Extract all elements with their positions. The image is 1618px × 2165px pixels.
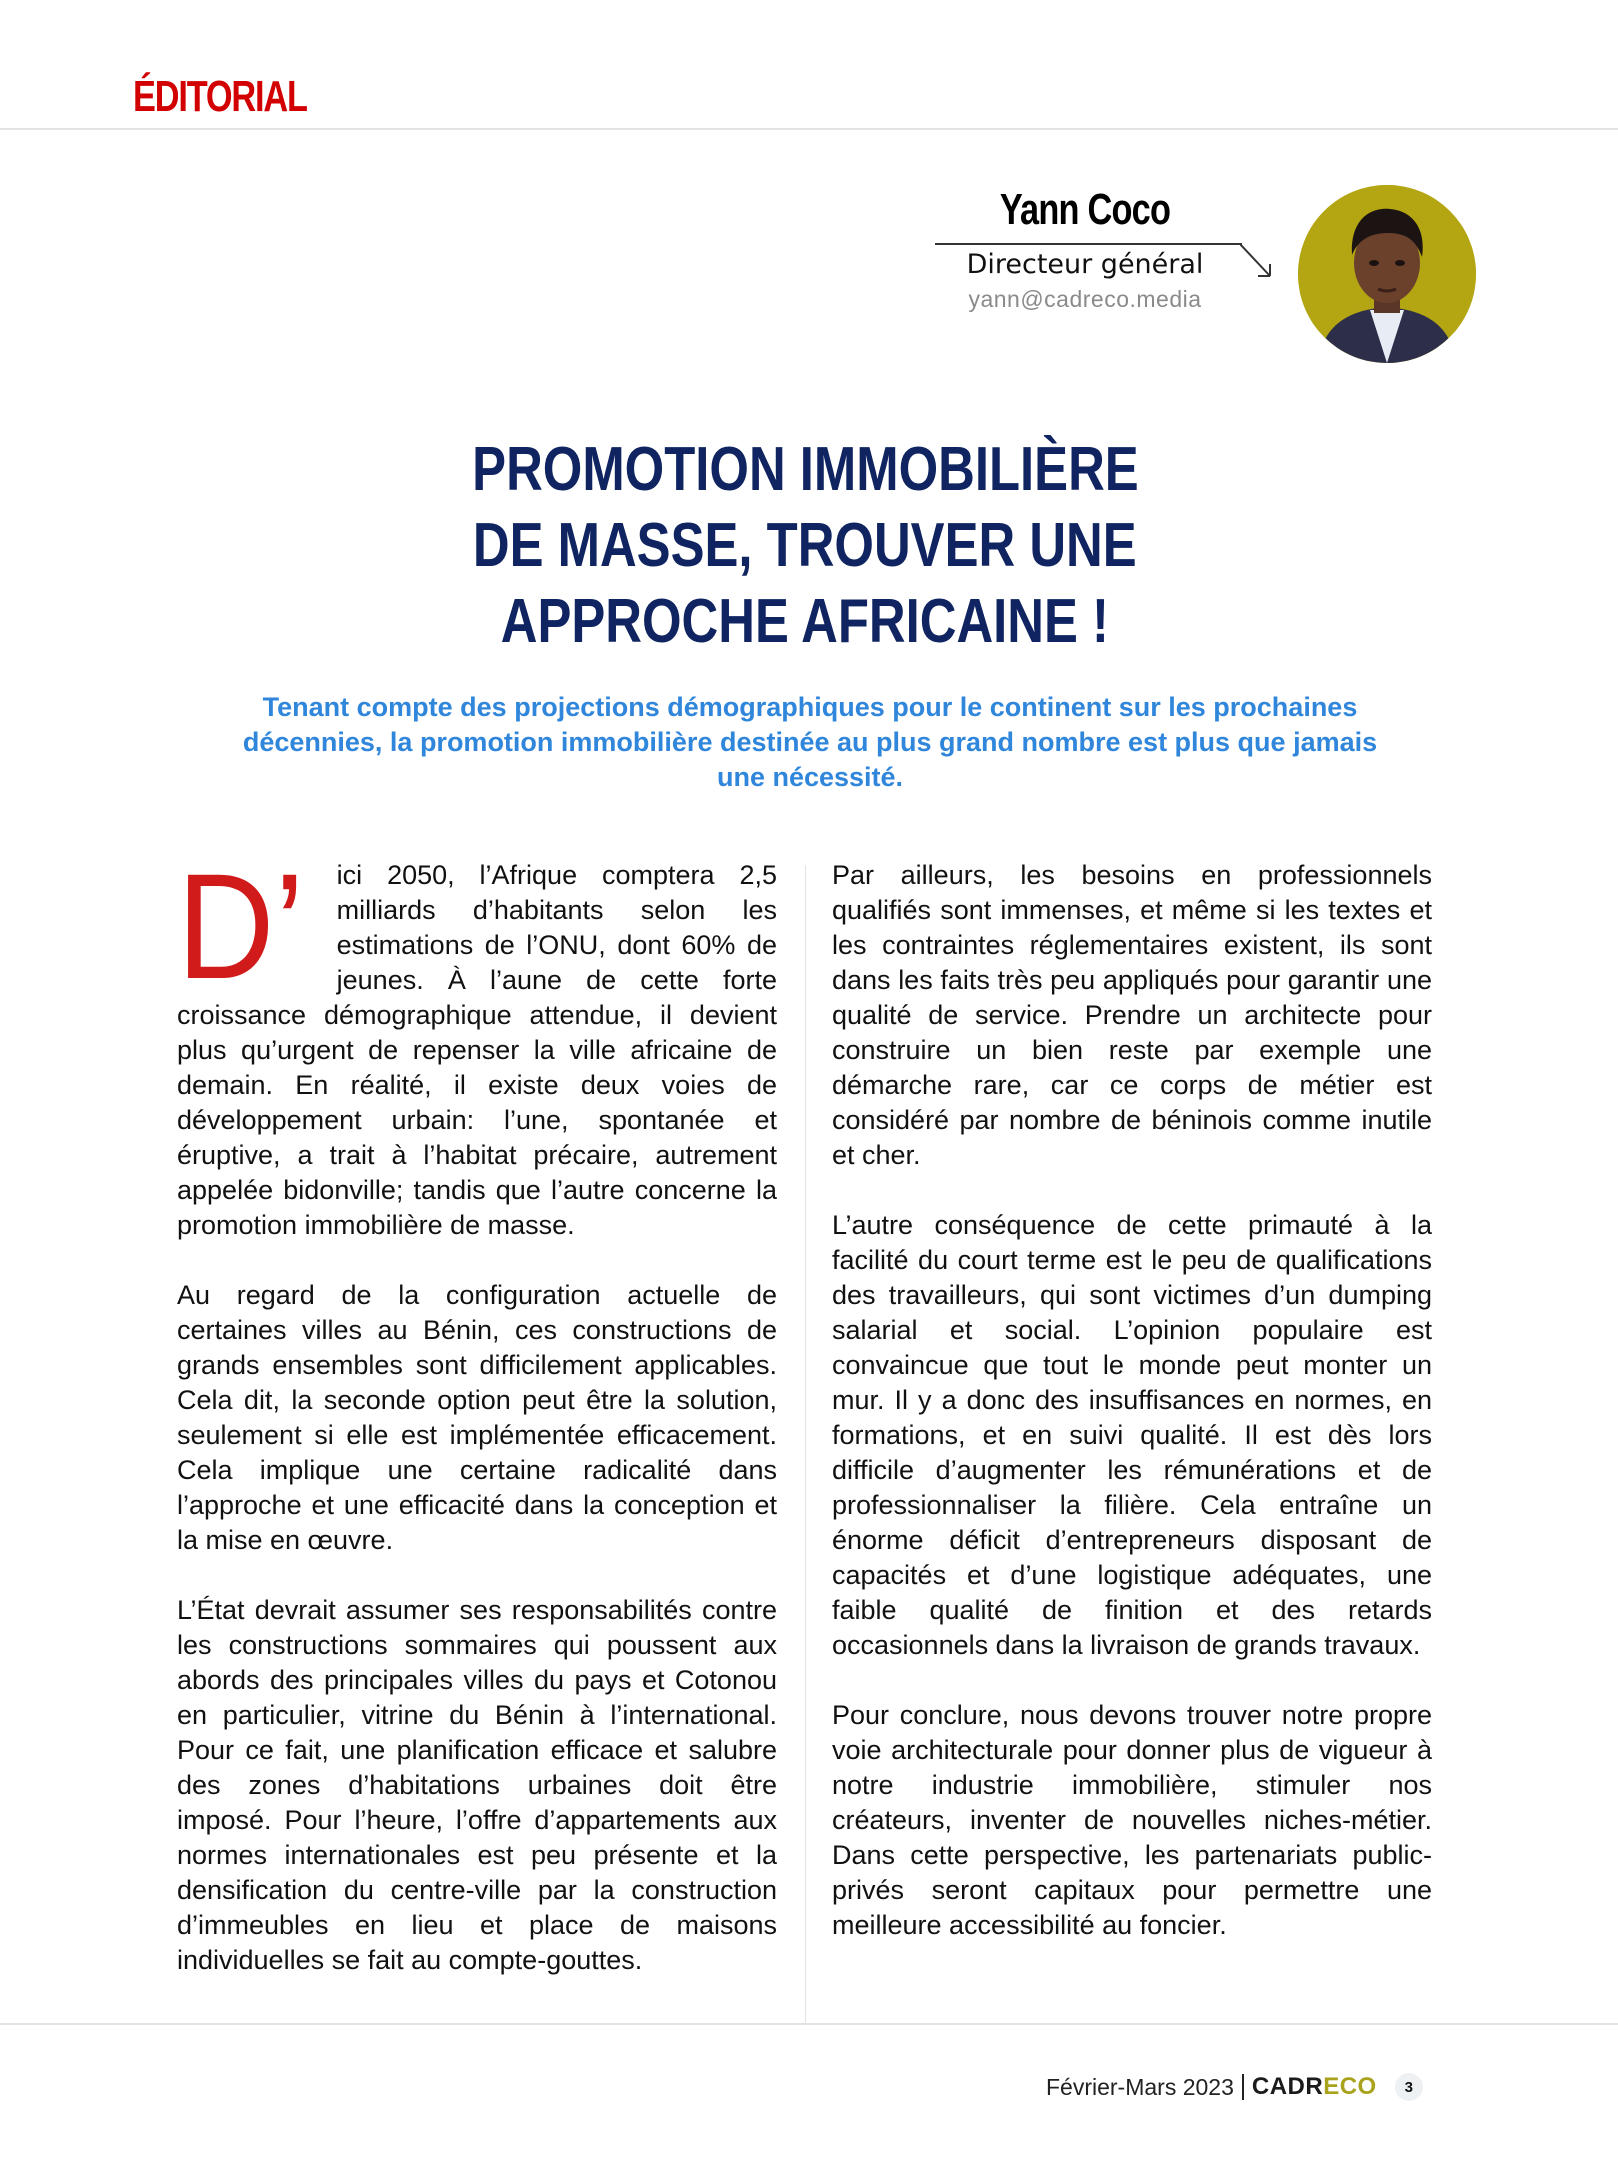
footer-divider: [0, 2023, 1618, 2025]
headline-line-2: DE MASSE, TROUVER UNE: [473, 511, 1137, 580]
paragraph-5: L’autre conséquence de cette primauté à la facilité du court terme est le peu de qualifications des travailleurs, qui sont victimes d’un dumping salarial et social. L’opinion populaire est convaincue que tout le monde peut monter un mur. Il y a donc des insuffisances en normes, en formations, et en suivi qualité. Il est dès lors difficile d’augmenter les rémunérations et de professionnaliser la filière. Cela entraîne un énorme déficit d’entrepreneurs disposant de capacités et d’une logistique adéquates, une faible qualité de finition et des retards occasionnels dans la livraison de grands travaux.: [832, 1210, 1432, 1660]
headline-line-1: PROMOTION IMMOBILIÈRE: [471, 435, 1139, 504]
right-column: [832, 858, 1432, 1978]
paragraph-1-text: ici 2050, l’Afrique comptera 2,5 milliards d’habitants selon les estimations de l’ONU, dont 60% de jeunes. À l’aune de cette forte croissance démographique attendue, il devient plus qu’urgent de repenser la ville africaine de demain. En réalité, il existe deux voies de développement urbain: l’une, spontanée et éruptive, a trait à l’habitat précaire, autrement appelée bidonville; tandis que l’autre concerne la promotion immobilière de masse.: [177, 860, 777, 1240]
author-avatar: [1298, 185, 1476, 363]
column-divider: [805, 865, 806, 2025]
paragraph-2: Au regard de la configuration actuelle de certaines villes au Bénin, ces constructions de grands ensembles sont difficilement applicables. Cela dit, la seconde option peut être la solution, seulement si elle est implémentée efficacement. Cela implique une certaine radicalité dans l’approche et une efficacité dans la conception et la mise en œuvre.: [177, 1280, 777, 1555]
brand-part-2: ECO: [1323, 2073, 1377, 2100]
drop-cap: D’: [177, 842, 305, 1010]
section-label: ÉDITORIAL: [133, 72, 307, 121]
paragraph-6: Pour conclure, nous devons trouver notre propre voie architecturale pour donner plus de vigueur à notre industrie immobilière, stimuler nos créateurs, inventer de nouvelles niches-métier. Dans cette perspective, les partenariats public-privés seront capitaux pour permettre une meilleure accessibilité au foncier.: [832, 1700, 1432, 1940]
byline-rule: [935, 243, 1242, 245]
header-divider: [0, 128, 1618, 130]
brand-logo: [1252, 2073, 1377, 2101]
arrow-down-right-icon: [1240, 243, 1280, 283]
article-headline: [300, 432, 1310, 660]
footer-separator: [1242, 2074, 1244, 2100]
paragraph-3: L’État devrait assumer ses responsabilités contre les constructions sommaires qui poussent aux abords des principales villes du pays et Cotonou en particulier, vitrine du Bénin à l’international. Pour ce fait, une planification efficace et salubre des zones d’habitations urbaines doit être imposé. Pour l’heure, l’offre d’appartements aux normes internationales est peu présente et la densification du centre-ville par la construction d’immeubles en lieu et place de maisons individuelles se fait au compte-gouttes.: [177, 1595, 777, 1975]
page-footer: [1046, 2067, 1423, 2107]
paragraph-4: Par ailleurs, les besoins en professionnels qualifiés sont immenses, et même si les textes et les contraintes réglementaires existent, ils sont dans les faits très peu appliqués pour garantir une qualité de service. Prendre un architecte pour construire un bien reste par exemple une démarche rare, car ce corps de métier est considéré par nombre de béninois comme inutile et cher.: [832, 860, 1432, 1170]
author-role: Directeur général: [966, 249, 1204, 280]
page-number: 3: [1395, 2073, 1423, 2101]
headline-line-3: APPROCHE AFRICAINE !: [500, 587, 1110, 656]
paragraph-1: [177, 842, 777, 1243]
issue-date: Février-Mars 2023: [1046, 2073, 1234, 2100]
author-name: Yann Coco: [999, 185, 1171, 234]
brand-part-1: CADR: [1251, 2073, 1324, 2100]
author-email[interactable]: yann@cadreco.media: [968, 286, 1202, 312]
left-column: [177, 842, 777, 2013]
article-standfirst: Tenant compte des projections démographiques pour le continent sur les prochaines décennies, la promotion immobilière destinée au plus grand nombre est plus que jamais une nécessité.: [242, 692, 1378, 792]
author-portrait-icon: [1298, 185, 1476, 363]
